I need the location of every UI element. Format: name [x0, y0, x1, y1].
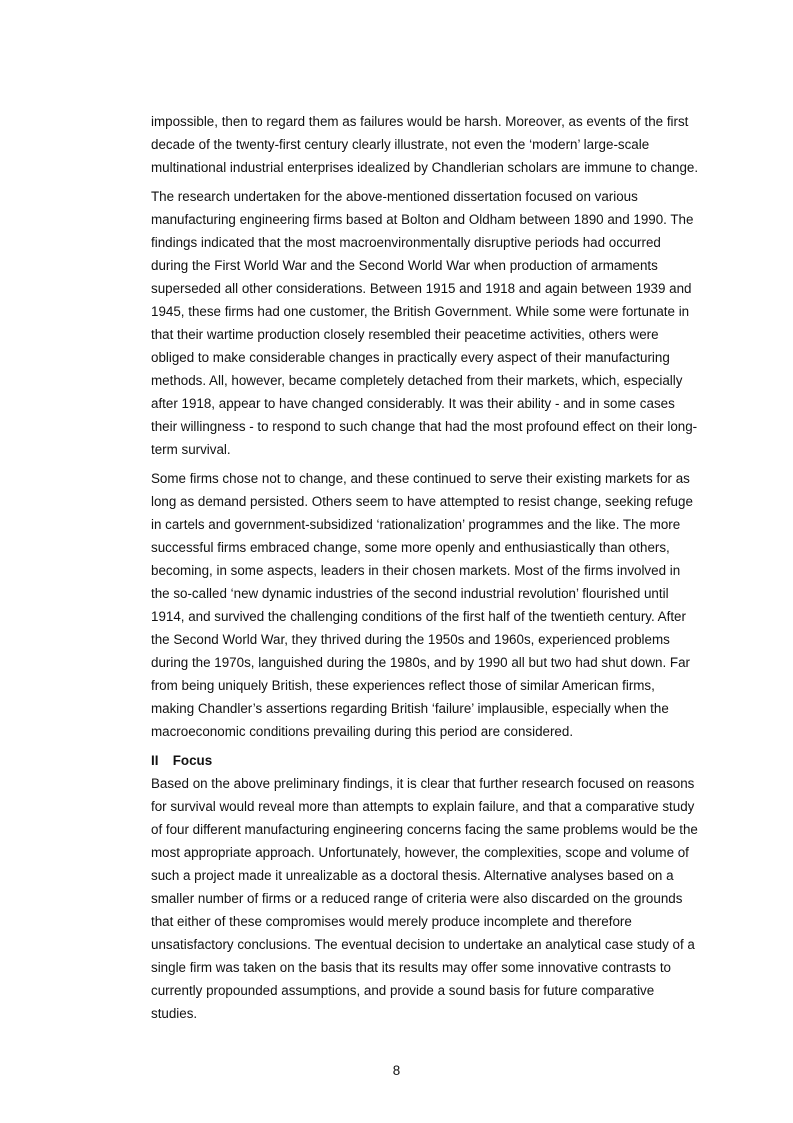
text-line: studies. — [151, 1006, 198, 1021]
text-line: of four different manufacturing engineering concerns facing the same problems would be the — [151, 822, 698, 837]
paragraph-2 — [151, 185, 697, 461]
text-line: macroeconomic conditions prevailing during this period are considered. — [151, 724, 574, 739]
text-line: Some firms chose not to change, and these continued to serve their existing markets for as — [151, 471, 690, 486]
text-line: long as demand persisted. Others seem to have attempted to resist change, seeking refuge — [151, 494, 693, 509]
section-heading — [151, 749, 697, 772]
text-line: after 1918, appear to have changed considerably. It was their ability - and in some cases — [151, 396, 675, 411]
text-line: unsatisfactory conclusions. The eventual decision to undertake an analytical case study of a — [151, 937, 695, 952]
text-line: during the First World War and the Second World War when production of armaments — [151, 258, 658, 273]
text-line: for survival would reveal more than attempts to explain failure, and that a comparative study — [151, 799, 695, 814]
text-line: the so-called ‘new dynamic industries of the second industrial revolution’ flourished until — [151, 586, 669, 601]
text-line: during the 1970s, languished during the 1980s, and by 1990 all but two had shut down. Far — [151, 655, 690, 670]
section-title: Focus — [172, 753, 213, 768]
text-line: single firm was taken on the basis that its results may offer some innovative contrasts to — [151, 960, 671, 975]
text-line: from being uniquely British, these experiences reflect those of similar American firms, — [151, 678, 655, 693]
text-line: superseded all other considerations. Between 1915 and 1918 and again between 1939 and — [151, 281, 692, 296]
text-line: multinational industrial enterprises idealized by Chandlerian scholars are immune to change. — [151, 160, 699, 175]
text-line: The research undertaken for the above-mentioned dissertation focused on various — [151, 189, 638, 204]
text-line: in cartels and government-subsidized ‘rationalization’ programmes and the like. The more — [151, 517, 681, 532]
text-line: the Second World War, they thrived during the 1950s and 1960s, experienced problems — [151, 632, 670, 647]
section-number: II — [151, 753, 159, 768]
page-number: 8 — [392, 1063, 401, 1078]
text-line: 1914, and survived the challenging conditions of the first half of the twentieth century. After — [151, 609, 686, 624]
text-line: manufacturing engineering firms based at Bolton and Oldham between 1890 and 1990. The — [151, 212, 694, 227]
text-line: Based on the above preliminary findings, it is clear that further research focused on reasons — [151, 776, 695, 791]
text-line: decade of the twenty-first century clearly illustrate, not even the ‘modern’ large-scale — [151, 137, 650, 152]
document-page — [151, 110, 697, 1031]
paragraph-1 — [151, 110, 697, 179]
text-line: most appropriate approach. Unfortunately, however, the complexities, scope and volume of — [151, 845, 689, 860]
text-line: smaller number of firms or a reduced range of criteria were also discarded on the grounds — [151, 891, 683, 906]
text-line: their willingness - to respond to such change that had the most profound effect on their long- — [151, 419, 698, 434]
text-line: that their wartime production closely resembled their peacetime activities, others were — [151, 327, 659, 342]
text-line: findings indicated that the most macroenvironmentally disruptive periods had occurred — [151, 235, 661, 250]
text-line: obliged to make considerable changes in practically every aspect of their manufacturing — [151, 350, 670, 365]
text-line: that either of these compromises would merely produce incomplete and therefore — [151, 914, 632, 929]
text-line: methods. All, however, became completely detached from their markets, which, especially — [151, 373, 683, 388]
text-line: such a project made it unrealizable as a doctoral thesis. Alternative analyses based on a — [151, 868, 674, 883]
text-line: 1945, these firms had one customer, the British Government. While some were fortunate in — [151, 304, 690, 319]
paragraph-3 — [151, 467, 697, 743]
text-line: impossible, then to regard them as failures would be harsh. Moreover, as events of the first — [151, 114, 689, 129]
text-line: successful firms embraced change, some more openly and enthusiastically than others, — [151, 540, 670, 555]
text-line: currently propounded assumptions, and provide a sound basis for future comparative — [151, 983, 655, 998]
text-line: term survival. — [151, 442, 231, 457]
text-line: becoming, in some aspects, leaders in their chosen markets. Most of the firms involved in — [151, 563, 681, 578]
section-paragraph — [151, 772, 697, 1025]
text-line: making Chandler’s assertions regarding British ‘failure’ implausible, especially when the — [151, 701, 669, 716]
